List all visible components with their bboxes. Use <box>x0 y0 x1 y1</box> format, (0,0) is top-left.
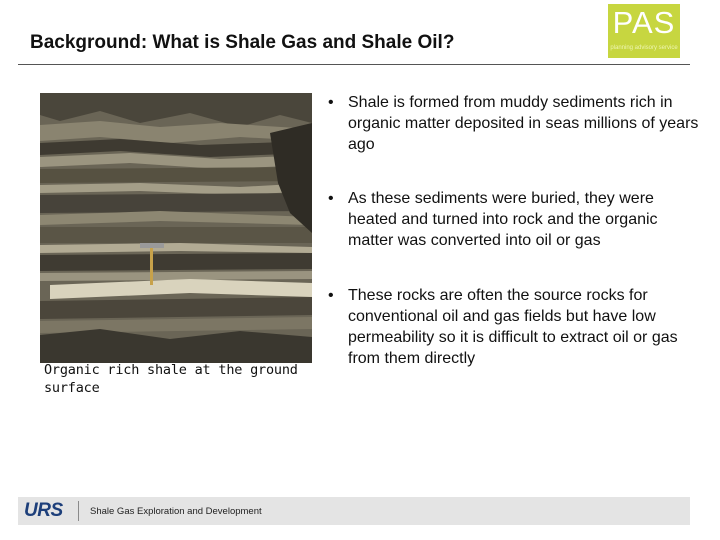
urs-logo: URS <box>24 500 63 521</box>
pas-logo-tagline: planning advisory service <box>610 45 678 51</box>
footer-divider <box>78 501 79 521</box>
bullet-text: Shale is formed from muddy sediments rich in organic matter deposited in seas millions of years ago <box>348 94 699 153</box>
title-divider <box>18 64 690 65</box>
bullet-item <box>324 188 704 251</box>
bullet-marker: • <box>328 190 334 207</box>
bullet-item <box>324 285 704 369</box>
bullet-item <box>324 92 704 155</box>
pas-logo <box>608 4 680 58</box>
pas-logo-letters: PAS <box>612 5 676 40</box>
shale-photo <box>40 93 312 363</box>
footer-bar <box>18 497 690 525</box>
bullet-list <box>324 92 704 369</box>
bullet-text: These rocks are often the source rocks for conventional oil and gas fields but have low permeability so it is difficult to extract oil or gas from them directly <box>348 287 678 367</box>
footer-text: Shale Gas Exploration and Development <box>90 506 262 517</box>
bullet-text: As these sediments were buried, they were heated and turned into rock and the organic matter was converted into oil or gas <box>348 190 658 249</box>
bullet-marker: • <box>328 94 334 111</box>
slide-title: Background: What is Shale Gas and Shale Oil? <box>30 32 455 53</box>
bullet-marker: • <box>328 287 334 304</box>
photo-caption: Organic rich shale at the ground surface <box>44 362 298 396</box>
